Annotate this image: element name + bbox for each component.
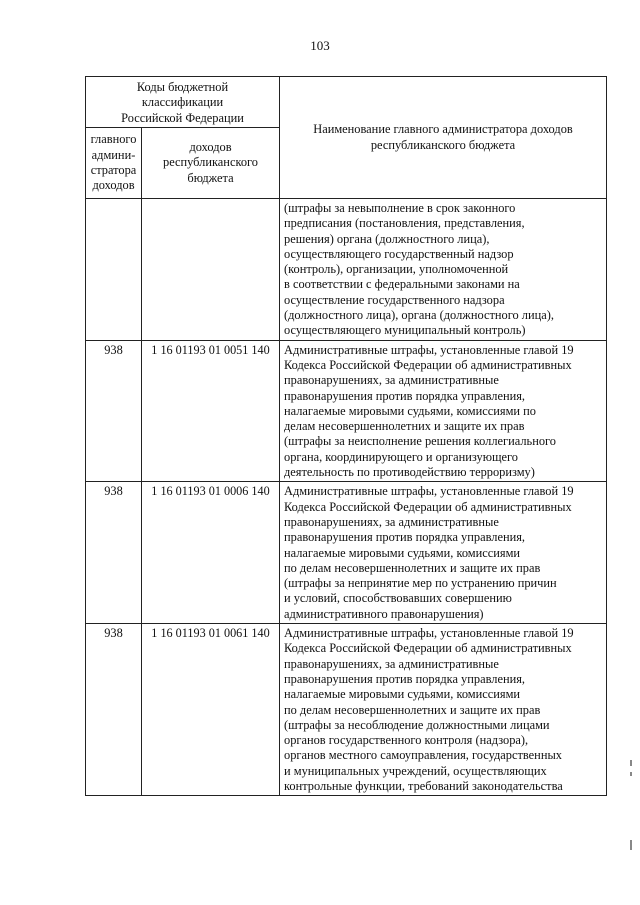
text-line: по делам несовершеннолетних и защите их прав [284, 560, 541, 575]
admin-code-cell: 938 [86, 624, 142, 796]
text-line: контрольные функции, требований законодательства [284, 778, 563, 793]
admin-code-cell: 938 [86, 482, 142, 624]
admin-code-cell [86, 199, 142, 341]
text-line: административного правонарушения) [284, 606, 484, 621]
text-line: налагаемые мировыми судьями, комиссиями [284, 545, 521, 560]
text-line: (штрафы за непринятие мер по устранению причин [284, 576, 557, 591]
table-row [86, 199, 607, 341]
header-republican-budget-income [142, 128, 280, 199]
text-line: предписания (постановления, представления, [284, 216, 525, 231]
text-line: делам несовершеннолетних и защите их прав [284, 419, 525, 434]
text-line: и муниципальных учреждений, осуществляющих [284, 763, 547, 778]
header-main-administrator [86, 128, 142, 199]
administrator-name-cell [280, 340, 607, 482]
header-budget-classification-codes [86, 77, 280, 128]
header-admin-line: доходов [92, 178, 135, 193]
text-line: органов государственного контроля (надзора), [284, 733, 529, 748]
text-line: в соответствии с федеральными законами на [284, 277, 520, 292]
budget-code-cell: 1 16 01193 01 0061 140 [142, 624, 280, 796]
header-admin-line: админи- [91, 147, 136, 162]
text-line: деятельность по противодействию терроризму) [284, 465, 535, 480]
text-line: осуществляющего государственный надзор [284, 246, 514, 261]
header-income-line: бюджета [187, 170, 234, 185]
header-income-line: доходов [189, 140, 232, 155]
admin-code-cell: 938 [86, 340, 142, 482]
header-group-line: классификации [141, 95, 224, 110]
text-line: осуществление государственного надзора [284, 292, 505, 307]
text-line: налагаемые мировыми судьями, комиссиями по [284, 403, 536, 418]
scan-edge-mark [630, 772, 632, 776]
header-name-line: Наименование главного администратора доходов [313, 122, 573, 137]
table-row [86, 482, 607, 624]
scan-edge-mark [630, 840, 632, 850]
budget-codes-table [85, 76, 607, 796]
text-line: органа, координирующего и организующего [284, 449, 518, 464]
text-line: правонарушения против порядка управления, [284, 388, 525, 403]
page-number: 103 [310, 38, 330, 53]
text-line: органов местного самоуправления, государственных [284, 748, 562, 763]
text-line: Кодекса Российской Федерации об административных [284, 641, 572, 656]
text-line: Кодекса Российской Федерации об административных [284, 357, 572, 372]
text-line: осуществляющего муниципальный контроль) [284, 323, 526, 338]
table-row [86, 340, 607, 482]
text-line: решения) органа (должностного лица), [284, 231, 490, 246]
text-line: (штрафы за невыполнение в срок законного [284, 201, 516, 215]
text-line: правонарушениях, за административные [284, 514, 499, 529]
text-line: Кодекса Российской Федерации об административных [284, 499, 572, 514]
text-line: налагаемые мировыми судьями, комиссиями [284, 687, 521, 702]
text-line: Административные штрафы, установленные главой 19 [284, 342, 574, 357]
text-line: (штрафы за неисполнение решения коллегиального [284, 434, 557, 449]
text-line: и условий, способствовавших совершению [284, 591, 512, 606]
administrator-name-cell [280, 199, 607, 341]
header-name-line: республиканского бюджета [370, 137, 516, 152]
text-line: правонарушения против порядка управления, [284, 671, 525, 686]
budget-code-cell: 1 16 01193 01 0051 140 [142, 340, 280, 482]
scan-edge-mark [630, 760, 632, 766]
text-line: (должностного лица), органа (должностного лица), [284, 308, 554, 323]
table-row [86, 624, 607, 796]
text-line: Административные штрафы, установленные главой 19 [284, 484, 574, 499]
text-line: (контроль), организации, уполномоченной [284, 262, 509, 277]
header-group-line: Коды бюджетной [136, 80, 229, 95]
text-line: по делам несовершеннолетних и защите их прав [284, 702, 541, 717]
text-line: правонарушения против порядка управления, [284, 530, 525, 545]
administrator-name-cell [280, 624, 607, 796]
header-row-1 [86, 77, 607, 128]
header-admin-line: главного [90, 132, 137, 147]
text-line: правонарушениях, за административные [284, 373, 499, 388]
text-line: (штрафы за несоблюдение должностными лицами [284, 717, 550, 732]
header-group-line: Российской Федерации [121, 110, 244, 125]
header-income-line: республиканского [163, 155, 258, 170]
text-line: правонарушениях, за административные [284, 656, 499, 671]
budget-code-cell: 1 16 01193 01 0006 140 [142, 482, 280, 624]
header-admin-line: стратора [90, 163, 137, 177]
administrator-name-cell [280, 482, 607, 624]
header-administrator-name [280, 77, 607, 199]
budget-code-cell [142, 199, 280, 341]
text-line: Административные штрафы, установленные главой 19 [284, 626, 574, 641]
